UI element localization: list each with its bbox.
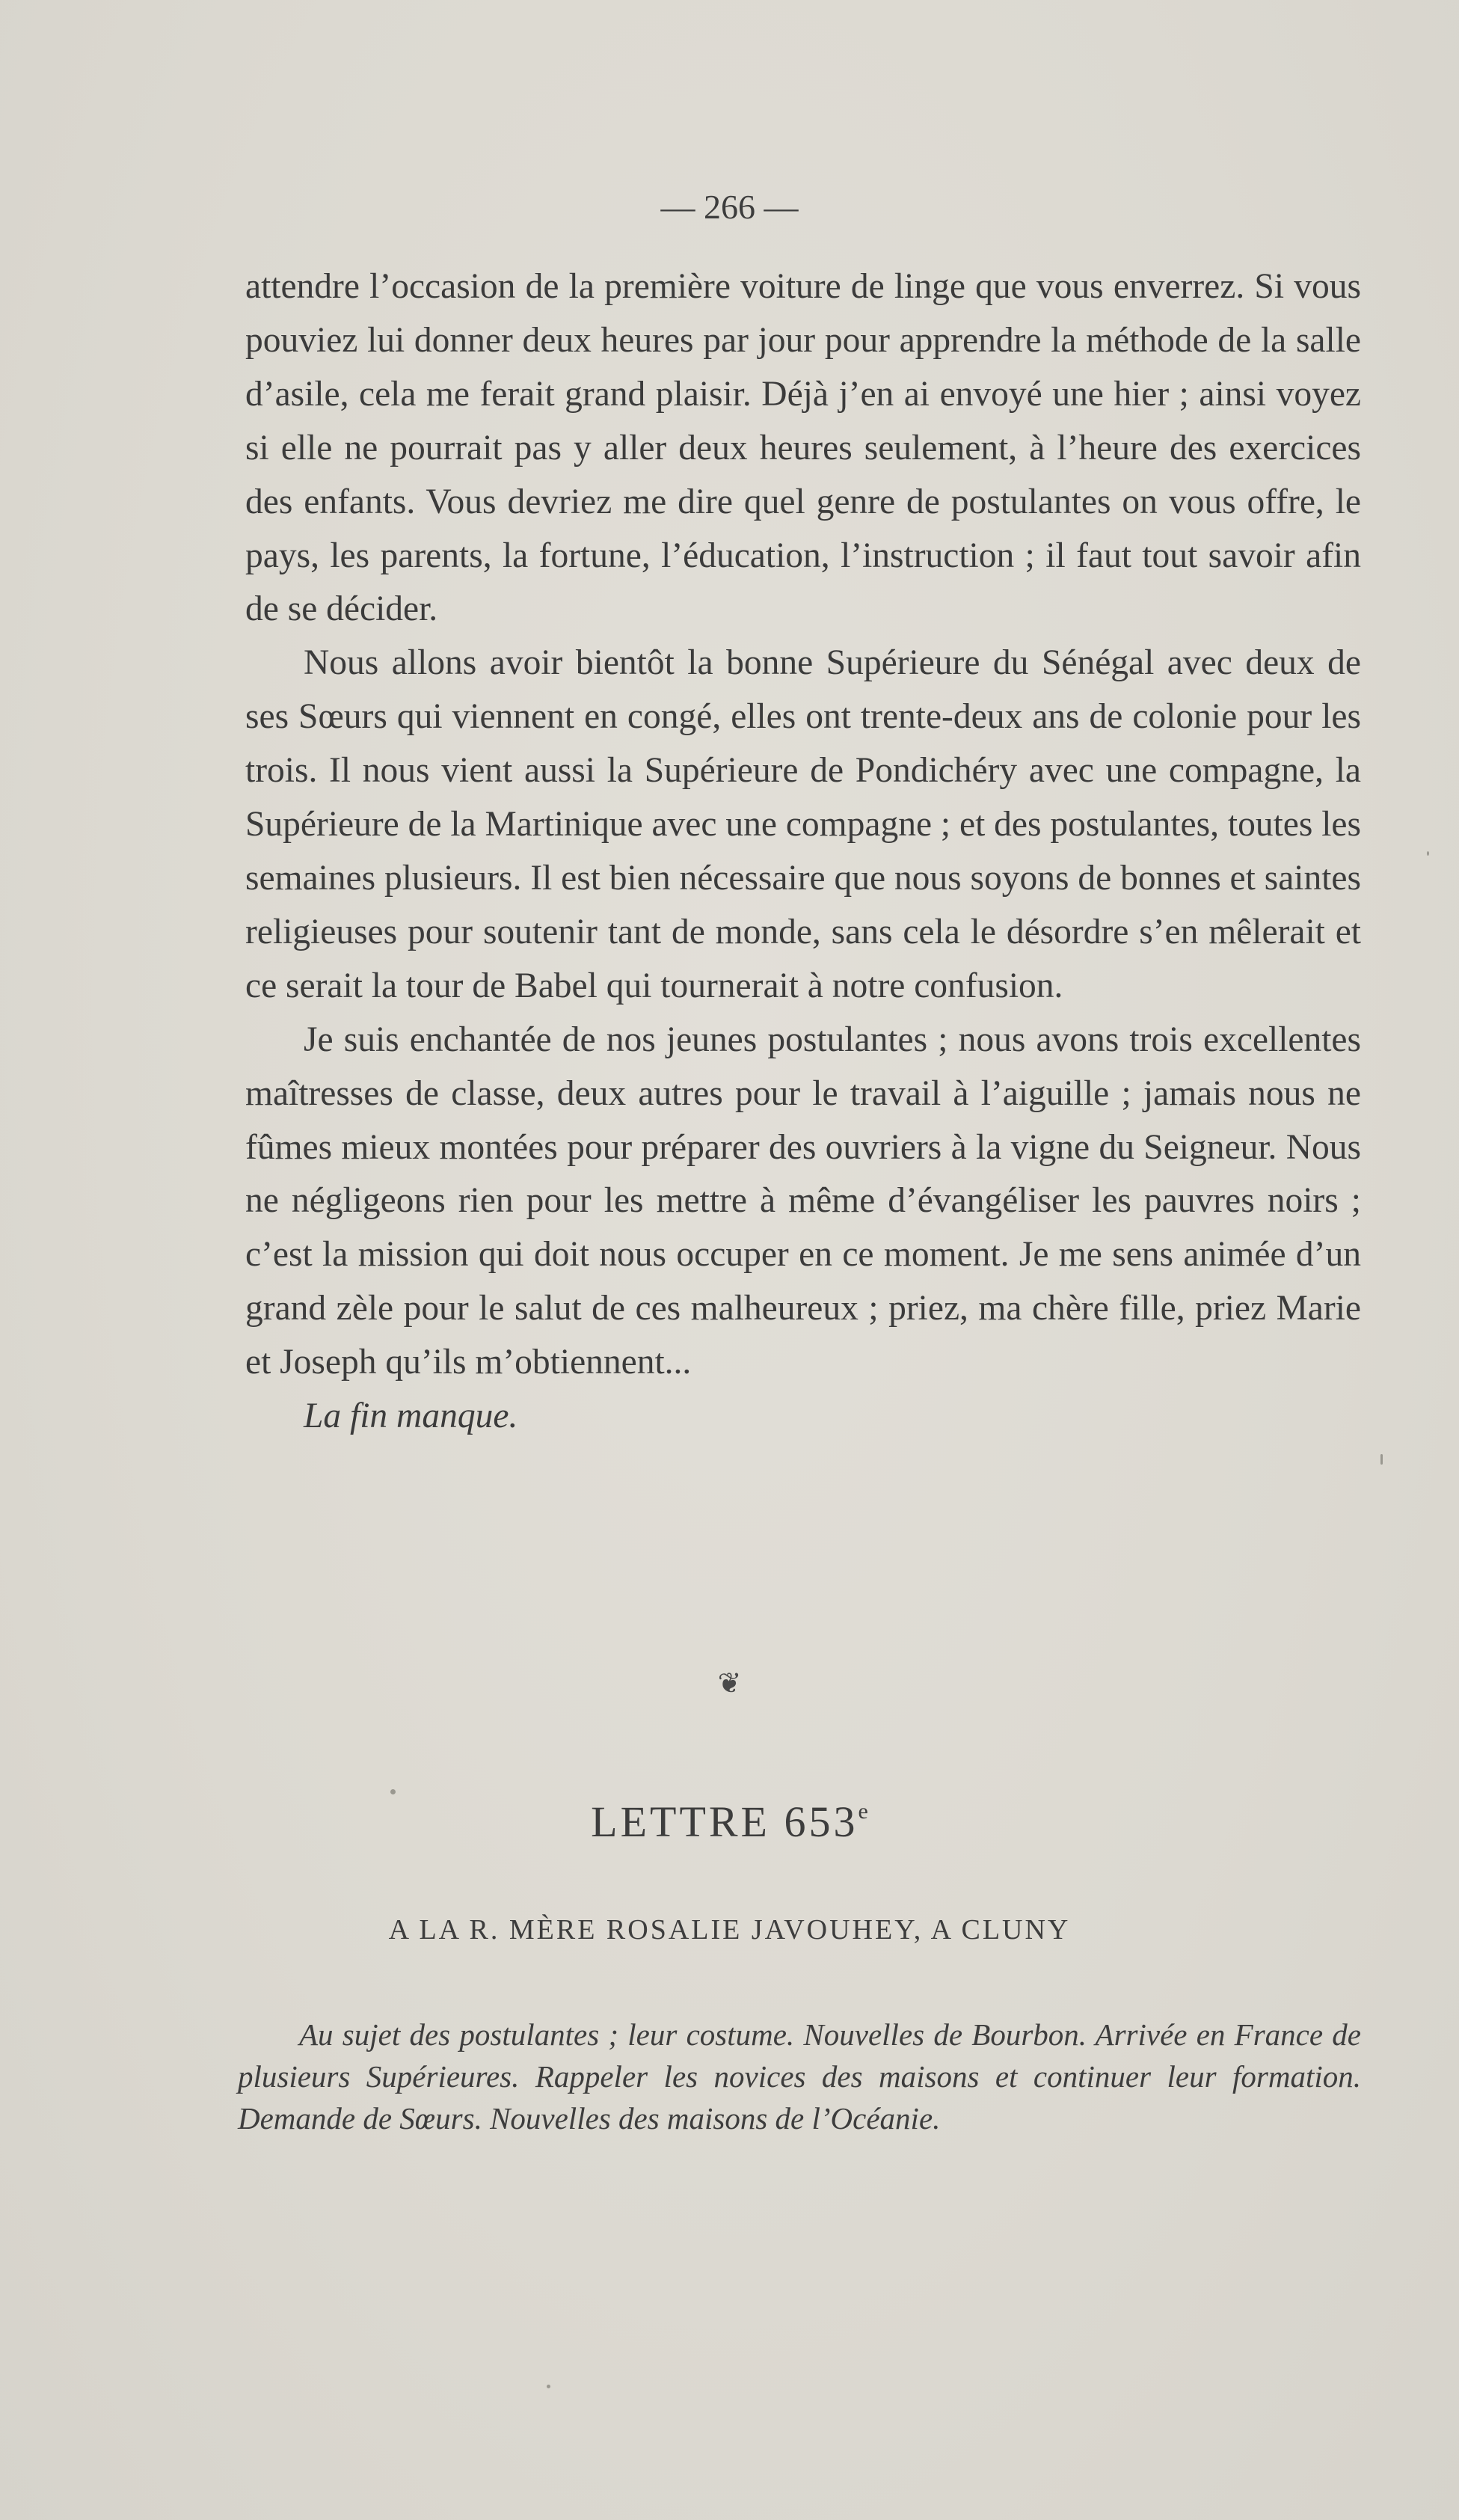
letter-body (245, 260, 1361, 1444)
paragraph-postulantes: Je suis enchantée de nos jeunes postulantes ; nous avons trois excellentes maîtresses de classe, deux autres pour le travail à l’aiguille ; jamais nous ne fûmes mieux montées pour préparer des ouvriers à la vigne du Seigneur. Nous ne négligeons rien pour les mettre à même d’évangéliser les pauvres noirs ; c’est la mission qui doit nous occuper en ce moment. Je me sens animée d’un grand zèle pour le salut de ces malheureux ; priez, ma chère fille, priez Marie et Joseph qu’ils m’obtiennent... (245, 1020, 1361, 1382)
paper-speck (547, 2385, 550, 2388)
missing-end-note: La fin manque. (304, 1397, 518, 1436)
paper-speck (1427, 851, 1429, 856)
paragraph-superieures: Nous allons avoir bientôt la bonne Supérieure du Sénégal avec deux de ses Sœurs qui viennent en congé, elles ont trente-deux ans de colonie pour les trois. Il nous vient aussi la Supérieure de Pondichéry avec une compagne, la Supérieure de la Martinique avec une compagne ; et des postulantes, toutes les semaines plusieurs. Il est bien nécessaire que nous soyons de bonnes et saintes religieuses pour soutenir tant de monde, sans cela le désordre s’en mêlerait et ce serait la tour de Babel qui tournerait à notre confusion. (245, 643, 1361, 1005)
page-number: — 266 — (660, 188, 799, 226)
letter-summary: Au sujet des postulantes ; leur costume. Nouvelles de Bourbon. Arrivée en France de plusieurs Supérieures. Rappeler les novices des maisons et continuer leur formation. Demande de Sœurs. Nouvelles des maisons de l’Océanie. (238, 2017, 1361, 2136)
paper-speck (1380, 1454, 1383, 1465)
letter-number-suffix: e (858, 1799, 868, 1824)
paper-speck (390, 1789, 396, 1794)
fleuron-ornament-icon: ❦ (717, 1667, 742, 1699)
letter-recipient: A LA R. MÈRE ROSALIE JAVOUHEY, A CLUNY (388, 1914, 1071, 1946)
letter-heading (0, 1797, 1459, 1847)
paragraph-continued: attendre l’occasion de la première voiture de linge que vous enverrez. Si vous pouviez lui donner deux heures par jour pour apprendre la méthode de la salle d’asile, cela me ferait grand plaisir. Déjà j’en ai envoyé une hier ; ainsi voyez si elle ne pourrait pas y aller deux heures seulement, à l’heure des exercices des enfants. Vous devriez me dire quel genre de postulantes on vous offre, le pays, les parents, la fortune, l’éducation, l’instruction ; il faut tout savoir afin de se décider. (245, 267, 1361, 629)
letter-number: LETTRE 653 (591, 1797, 858, 1846)
